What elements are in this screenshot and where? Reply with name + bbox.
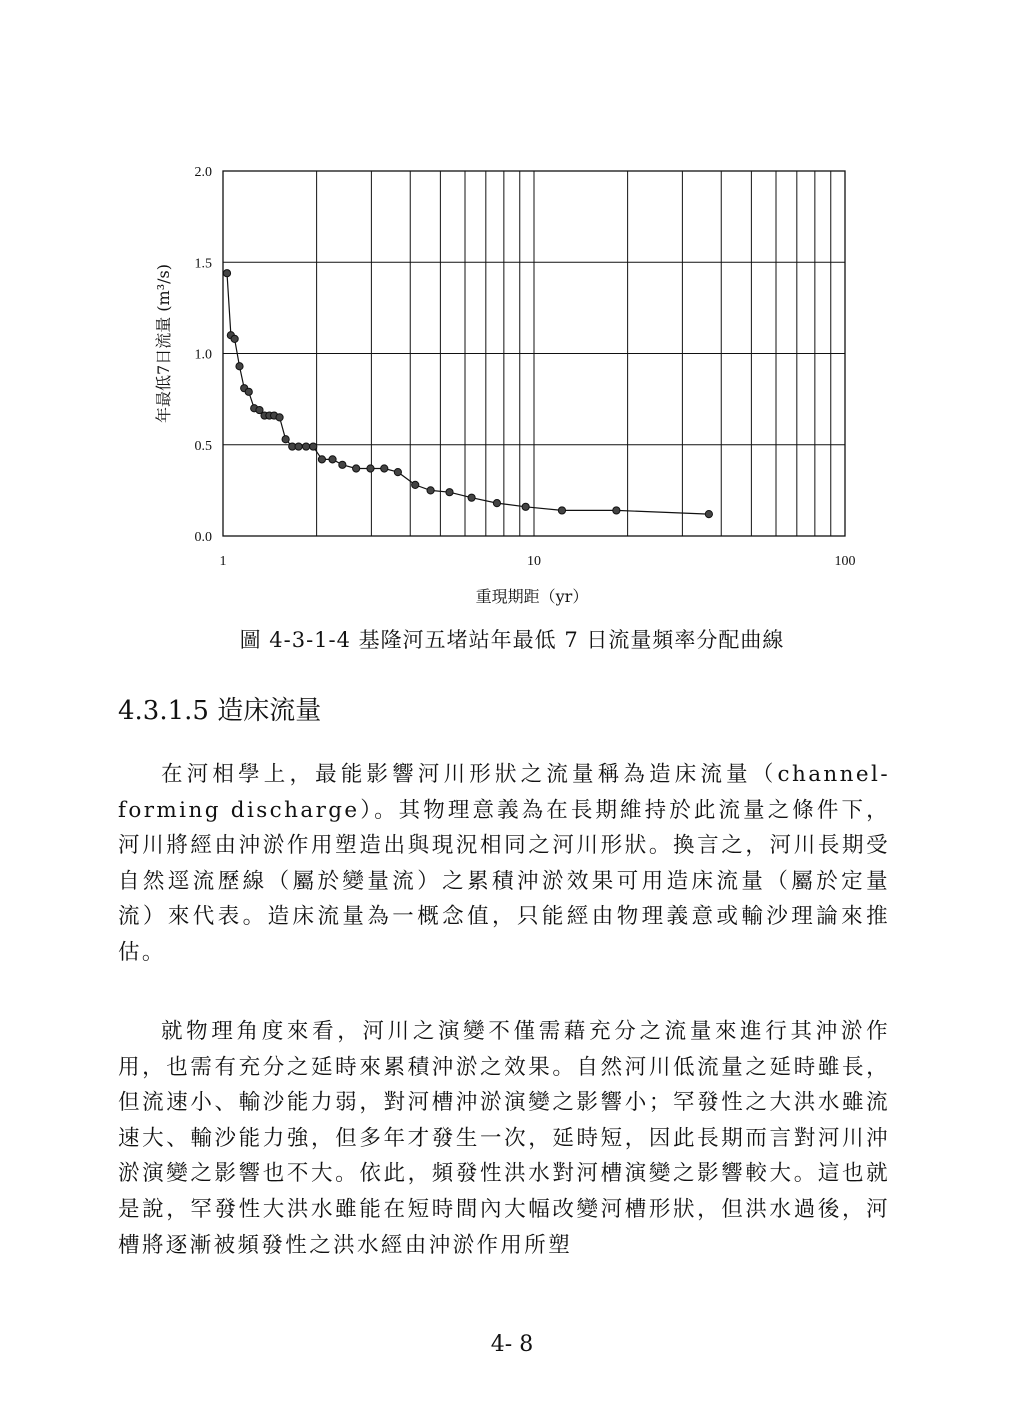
paragraph: 在河相學上，最能影響河川形狀之流量稱為造床流量（channel-forming discharge）。其物理意義為在長期維持於此流量之條件下，河川將經由沖淤作用塑造出與現況相同之河川形狀。換言之，河川長期受自然逕流歷線（屬於變量流）之累積沖淤效果可用造床流量（屬於定量流）來代表。造床流量為一概念值，只能經由物理義意或輸沙理論來推估。 <box>118 762 890 965</box>
data-point <box>427 487 434 494</box>
data-point <box>412 481 419 488</box>
data-point <box>705 510 712 517</box>
data-point <box>318 456 325 463</box>
flow-frequency-chart <box>0 0 1024 615</box>
page-number: 4- 8 <box>490 1332 534 1357</box>
data-point <box>282 436 289 443</box>
data-point <box>302 443 309 450</box>
paragraph: 就物理角度來看，河川之演變不僅需藉充分之流量來進行其沖淤作用，也需有充分之延時來累積沖淤之效果。自然河川低流量之延時雖長，但流速小、輸沙能力弱，對河槽沖淤演變之影響小；罕發性之大洪水雖流速大、輸沙能力強，但多年才發生一次，延時短，因此長期而言對河川沖淤演變之影響也不大。依此，頻發性洪水對河槽演變之影響較大。這也就是說，罕發性大洪水雖能在短時間內大幅改變河槽形狀，但洪水過後，河槽將逐漸被頻發性之洪水經由沖淤作用所塑 <box>118 1019 890 1258</box>
data-point <box>339 461 346 468</box>
data-point <box>295 443 302 450</box>
section-heading: 4.3.1.5 造床流量 <box>118 696 322 726</box>
data-point <box>236 363 243 370</box>
data-point <box>522 503 529 510</box>
x-tick-label: 1 <box>219 554 227 569</box>
y-axis-title: 年最低7日流量 (m³/s) <box>154 264 173 423</box>
y-tick-label: 2.0 <box>194 165 212 180</box>
data-point <box>245 388 252 395</box>
data-point <box>276 414 283 421</box>
data-point <box>446 489 453 496</box>
figure-caption: 圖 4-3-1-4 基隆河五堵站年最低 7 日流量頻率分配曲線 <box>239 628 785 652</box>
data-point <box>394 469 401 476</box>
y-tick-label: 1.5 <box>194 256 212 272</box>
data-point <box>310 443 317 450</box>
data-point <box>231 335 238 342</box>
chart-grid <box>223 171 845 536</box>
data-point <box>613 507 620 514</box>
x-axis-title: 重現期距（yr） <box>475 587 589 606</box>
series-line <box>227 273 709 514</box>
data-point <box>353 465 360 472</box>
data-point <box>381 465 388 472</box>
data-points <box>223 270 712 518</box>
data-point <box>367 465 374 472</box>
y-tick-label: 1.0 <box>194 347 212 363</box>
x-tick-label: 10 <box>527 554 541 569</box>
y-tick-label: 0.5 <box>194 438 212 454</box>
x-tick-label: 100 <box>834 554 856 569</box>
y-tick-label: 0.0 <box>194 530 212 545</box>
data-point <box>558 507 565 514</box>
data-point <box>223 270 230 277</box>
data-point <box>329 456 336 463</box>
data-point <box>468 494 475 501</box>
data-point <box>493 500 500 507</box>
